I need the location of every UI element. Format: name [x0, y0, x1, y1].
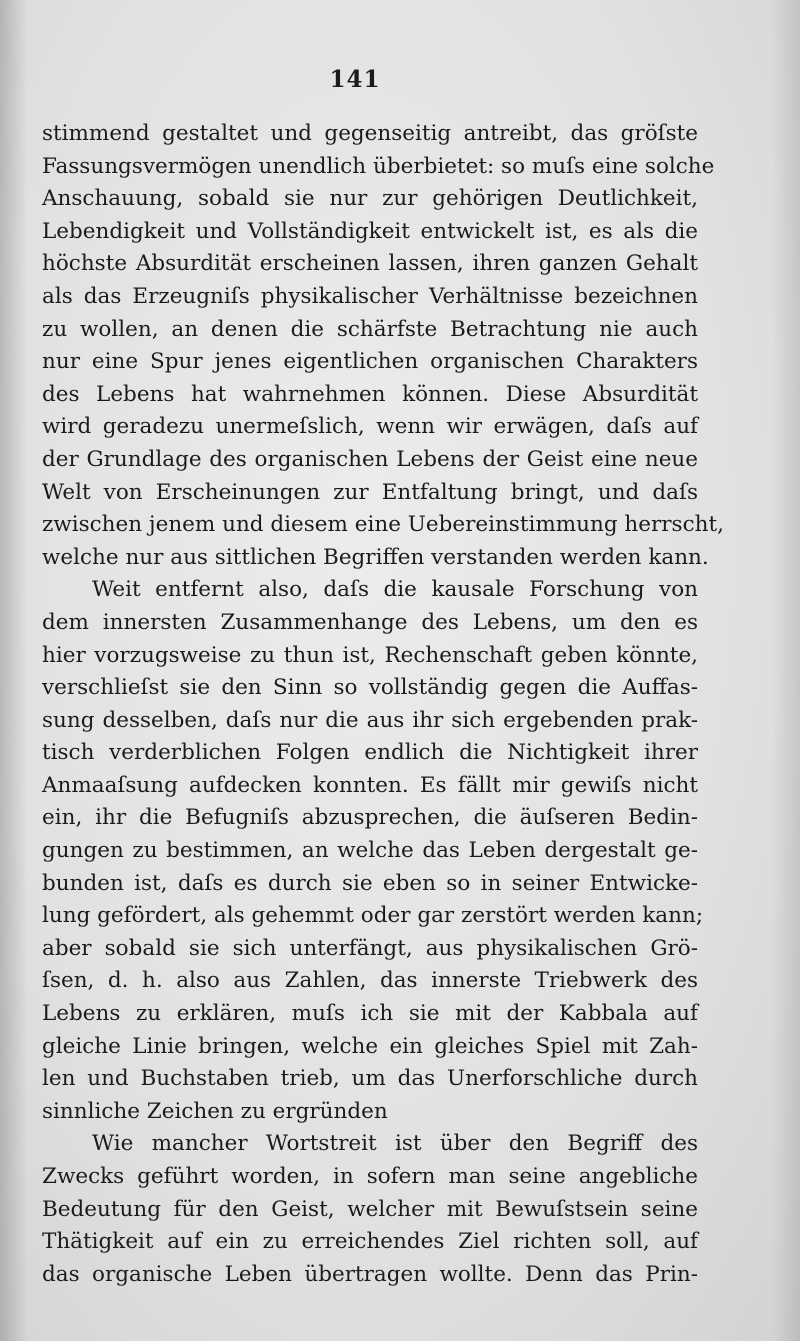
- text-line: Zwecks geführt worden, in sofern man seine angebliche: [42, 1164, 698, 1189]
- text-line: Lebens zu erklären, muſs ich sie mit der Kabbala auf: [42, 1001, 698, 1027]
- page-right-edge-shadow: [772, 0, 800, 1341]
- text-line: tisch verderblichen Folgen endlich die Nichtigkeit ihrer: [42, 740, 698, 766]
- page-number: 141: [329, 66, 381, 93]
- text-line: Fassungsvermögen unendlich überbietet: so muſs eine solche: [42, 153, 715, 179]
- text-line: gleiche Linie bringen, welche ein gleiches Spiel mit Zah-: [42, 1033, 698, 1059]
- text-line: gungen zu bestimmen, an welche das Leben dergestalt ge-: [42, 838, 698, 864]
- paragraph: [42, 118, 724, 574]
- text-line: ein, ihr die Befugniſs abzusprechen, die äuſseren Bedin-: [42, 805, 698, 831]
- text-line: Weit entfernt also, daſs die kausale Forschung von: [92, 577, 698, 603]
- text-line: stimmend gestaltet und gegenseitig antreibt, das gröſste: [42, 121, 698, 146]
- text-line: Bedeutung für den Geist, welcher mit Bewuſstsein seine: [42, 1196, 698, 1222]
- text-line: der Grundlage des organischen Lebens der Geist eine neue: [42, 446, 698, 472]
- text-line: welche nur aus sittlichen Begriffen verstanden werden kann.: [42, 544, 709, 570]
- text-line: sinnliche Zeichen zu ergründen: [42, 1098, 388, 1124]
- text-line: das organische Leben übertragen wollte. Denn das Prin-: [42, 1261, 698, 1287]
- text-line: dem innersten Zusammenhange des Lebens, um den es: [42, 609, 698, 635]
- text-line: lung gefördert, als gehemmt oder gar zerstört werden kann;: [42, 903, 704, 929]
- text-line: aber sobald sie sich unterfängt, aus physikalischen Grö-: [42, 935, 698, 961]
- text-line: Thätigkeit auf ein zu erreichendes Ziel richten soll, auf: [42, 1229, 698, 1255]
- text-line: Anmaaſsung aufdecken konnten. Es fällt mir gewiſs nicht: [42, 772, 698, 798]
- text-line: sung desselben, daſs nur die aus ihr sich ergebenden prak-: [42, 707, 698, 733]
- text-line: zu wollen, an denen die schärfste Betrachtung nie auch: [42, 316, 698, 342]
- text-line: des Lebens hat wahrnehmen können. Diese Absurdität: [42, 381, 698, 407]
- text-line: nur eine Spur jenes eigentlichen organischen Charakters: [42, 349, 698, 375]
- text-line: als das Erzeugniſs physikalischer Verhältnisse bezeichnen: [42, 283, 698, 309]
- text-line: verschlieſst sie den Sinn so vollständig gegen die Auffas-: [42, 675, 698, 701]
- text-line: zwischen jenem und diesem eine Uebereinstimmung herrscht,: [42, 512, 724, 538]
- body-text: [42, 118, 724, 1291]
- text-line: Welt von Erscheinungen zur Entfaltung bringt, und daſs: [42, 479, 698, 505]
- page-left-edge-shadow: [0, 0, 28, 1341]
- text-line: höchste Absurdität erscheinen lassen, ihren ganzen Gehalt: [42, 251, 698, 277]
- text-line: Wie mancher Wortstreit ist über den Begriff des: [92, 1131, 698, 1157]
- text-line: ſsen, d. h. also aus Zahlen, das innerste Triebwerk des: [42, 968, 698, 994]
- text-line: wird geradezu unermeſslich, wenn wir erwägen, daſs auf: [42, 414, 698, 440]
- text-line: hier vorzugsweise zu thun ist, Rechenschaft geben könnte,: [42, 642, 698, 668]
- paragraph: [42, 574, 704, 1128]
- text-line: Anschauung, sobald sie nur zur gehörigen Deutlichkeit,: [42, 186, 698, 212]
- paragraph: [42, 1128, 698, 1291]
- text-line: Lebendigkeit und Vollständigkeit entwickelt ist, es als die: [42, 218, 698, 244]
- text-line: len und Buchstaben trieb, um das Unerforschliche durch: [42, 1066, 698, 1092]
- text-line: bunden ist, daſs es durch sie eben so in seiner Entwicke-: [42, 870, 698, 896]
